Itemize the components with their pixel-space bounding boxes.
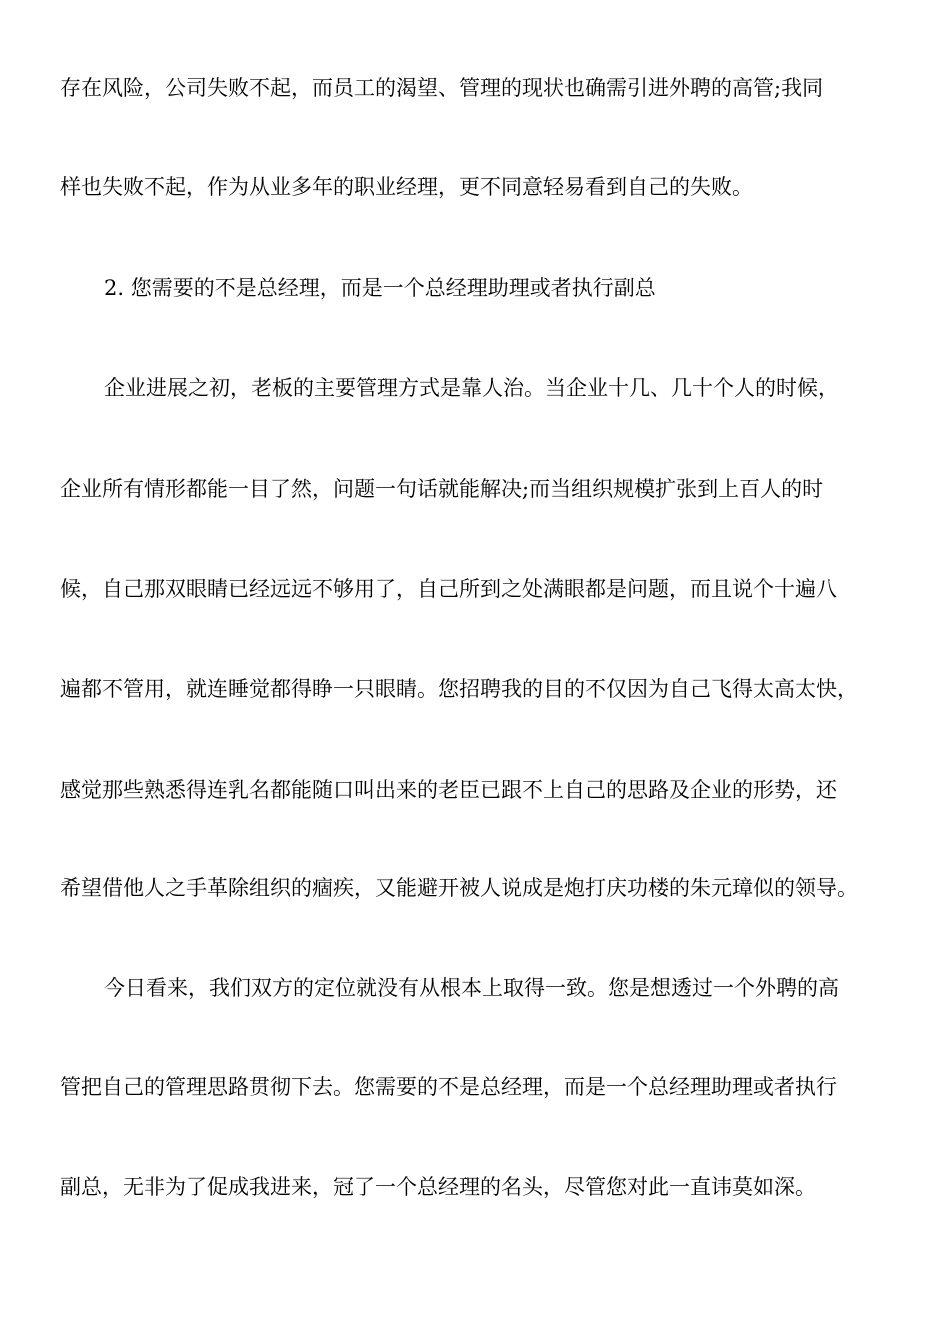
paragraph-line: 遍都不管用，就连睡觉都得睁一只眼睛。您招聘我的目的不仅因为自己飞得太高太快，	[60, 677, 858, 701]
paragraph-line: 今日看来，我们双方的定位就没有从根本上取得一致。您是想透过一个外聘的高	[104, 976, 839, 1000]
section-heading: 2. 您需要的不是总经理，而是一个总经理助理或者执行副总	[104, 276, 656, 300]
paragraph-line: 存在风险，公司失败不起，而员工的渴望、管理的现状也确需引进外聘的高管;我同	[60, 76, 824, 100]
paragraph-line: 候，自己那双眼睛已经远远不够用了，自己所到之处满眼都是问题，而且说个十遍八	[60, 577, 837, 601]
paragraph-line: 希望借他人之手革除组织的痼疾，又能避开被人说成是炮打庆功楼的朱元璋似的领导。	[60, 876, 858, 900]
paragraph-line: 副总，无非为了促成我进来，冠了一个总经理的名头，尽管您对此一直讳莫如深。	[60, 1175, 816, 1199]
paragraph-line: 样也失败不起，作为从业多年的职业经理，更不同意轻易看到自己的失败。	[60, 175, 753, 199]
paragraph-line: 感觉那些熟悉得连乳名都能随口叫出来的老臣已跟不上自己的思路及企业的形势，还	[60, 778, 837, 802]
paragraph-line: 企业所有情形都能一目了然，问题一句话就能解决;而当组织规模扩张到上百人的时	[60, 477, 824, 501]
paragraph-line: 企业进展之初，老板的主要管理方式是靠人治。当企业十几、几十个人的时候，	[104, 376, 839, 400]
paragraph-line: 管把自己的管理思路贯彻下去。您需要的不是总经理，而是一个总经理助理或者执行	[60, 1075, 837, 1099]
